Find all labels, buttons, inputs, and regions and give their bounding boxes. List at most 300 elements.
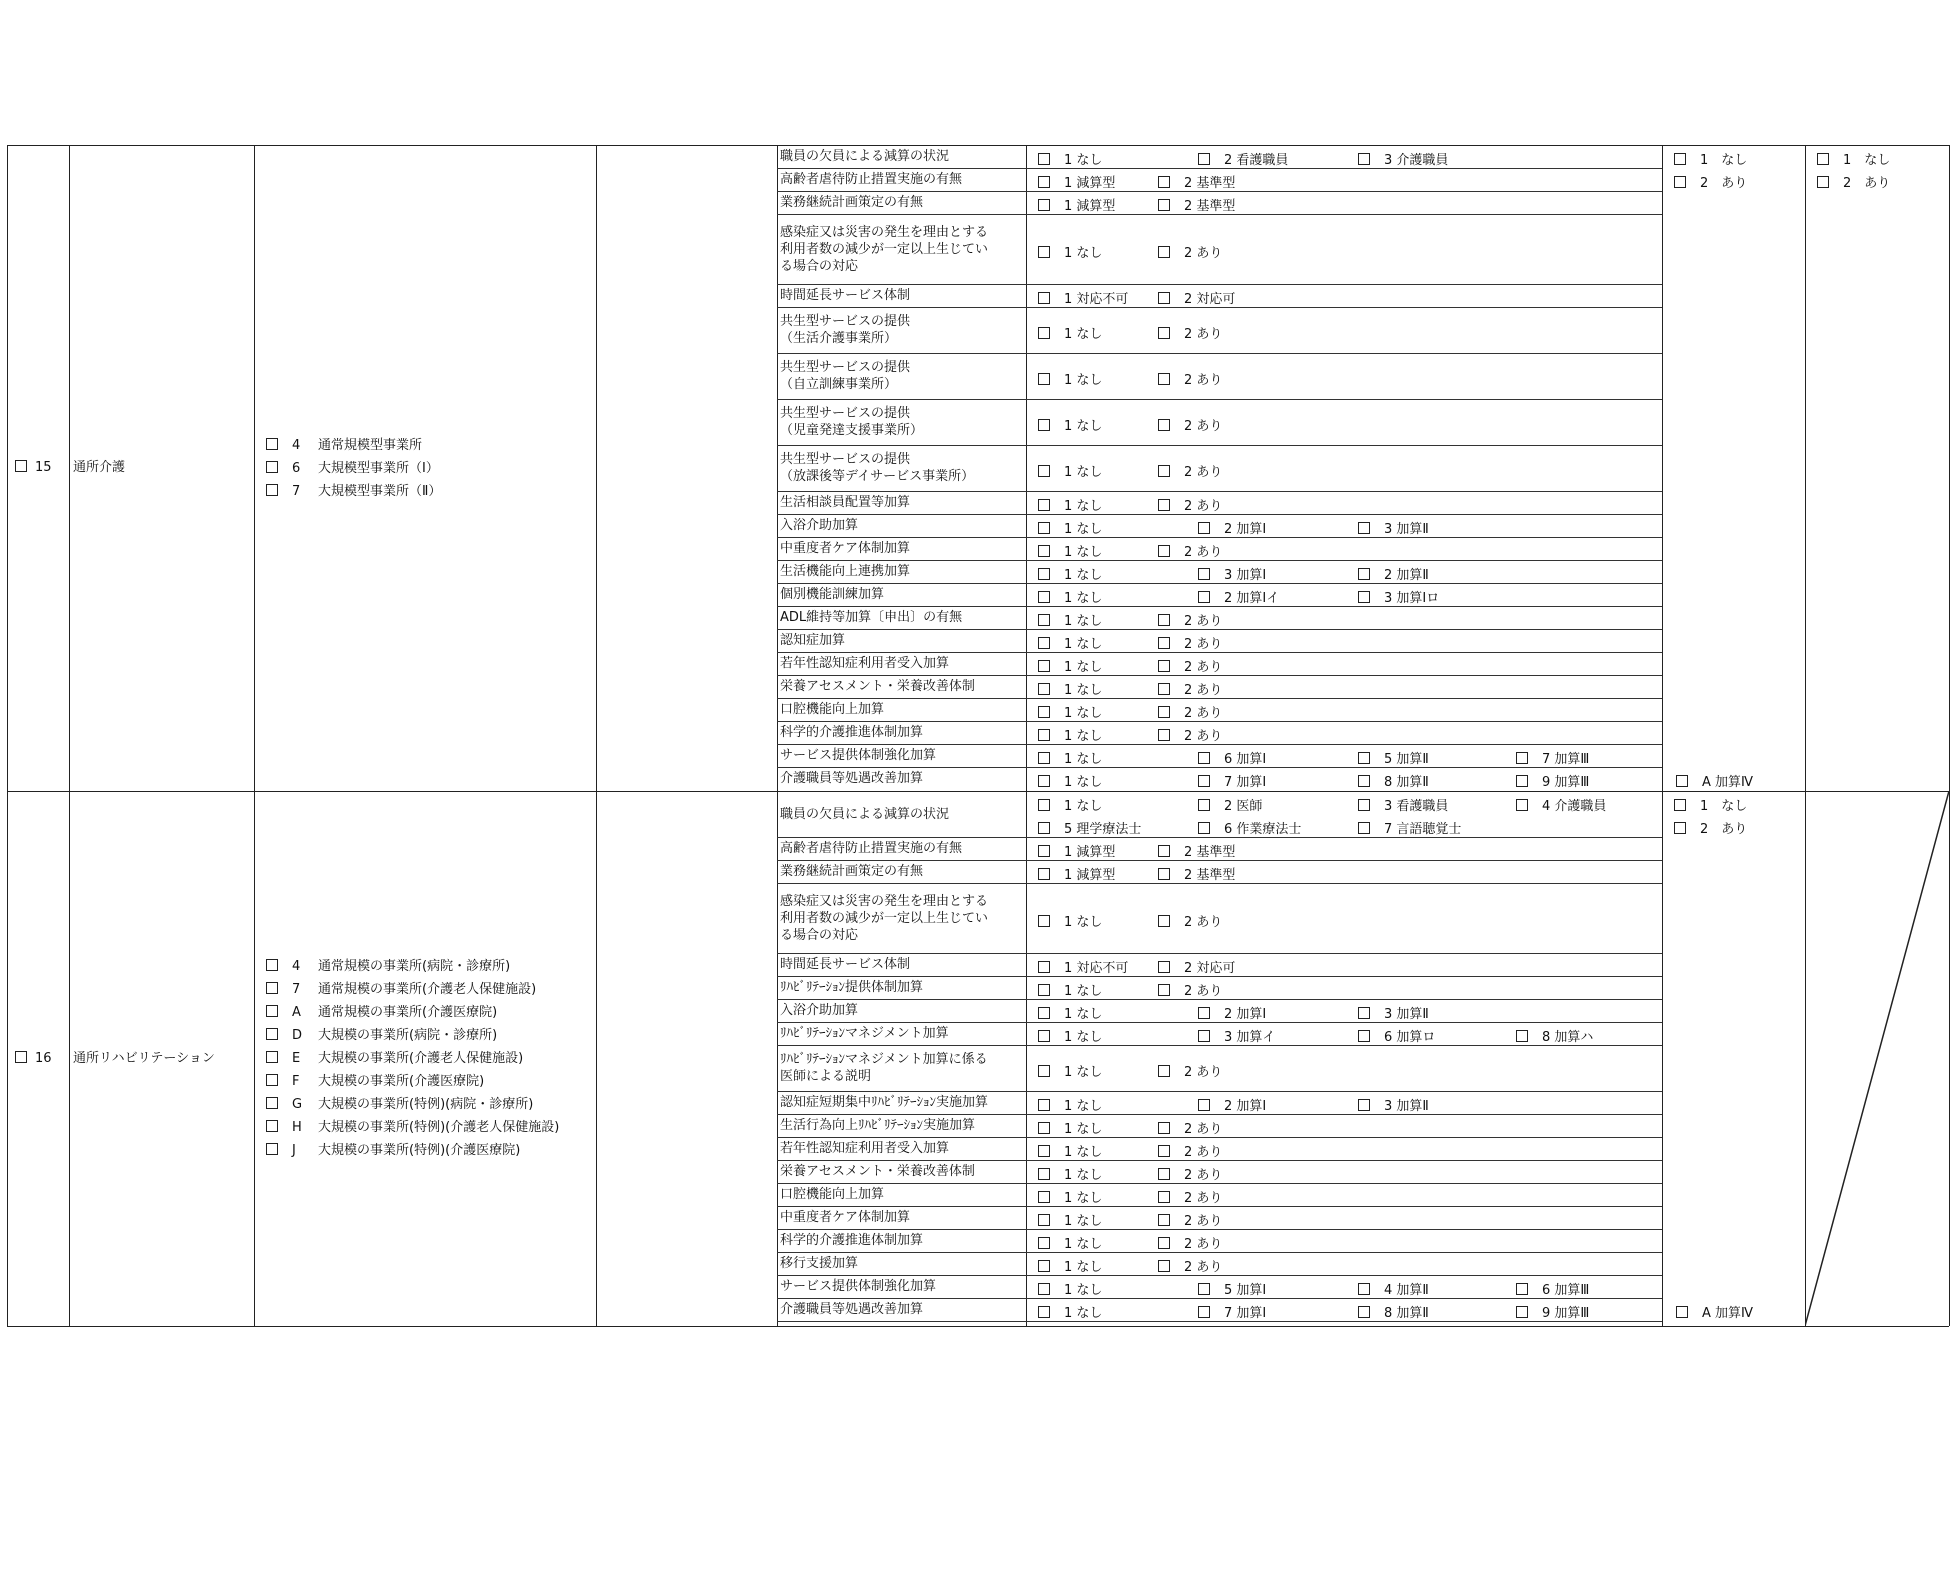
status-option[interactable]	[1674, 172, 1747, 191]
option[interactable]	[1038, 1233, 1102, 1252]
checkbox[interactable]	[1158, 706, 1170, 718]
option[interactable]	[1158, 911, 1222, 930]
service-name: 通所リハビリテーション	[73, 1050, 215, 1066]
option[interactable]	[1358, 587, 1439, 606]
option[interactable]	[1358, 771, 1429, 790]
option[interactable]	[1158, 1233, 1222, 1252]
row-divider	[777, 1298, 1662, 1299]
checkbox[interactable]	[1158, 545, 1170, 557]
checkbox[interactable]	[1158, 373, 1170, 385]
option-text: 7 加算Ⅲ	[1542, 752, 1590, 767]
row-divider	[777, 537, 1662, 538]
checkbox[interactable]	[1198, 522, 1210, 534]
option[interactable]	[1158, 415, 1222, 434]
checkbox[interactable]	[1198, 153, 1210, 165]
checkbox[interactable]	[1038, 822, 1050, 834]
option[interactable]	[1198, 149, 1288, 168]
option[interactable]	[1198, 795, 1262, 814]
option[interactable]	[1158, 679, 1222, 698]
option[interactable]	[1358, 1095, 1429, 1114]
status-option[interactable]	[1817, 172, 1890, 191]
checkbox[interactable]	[1038, 1122, 1050, 1134]
option[interactable]	[1038, 841, 1115, 860]
checkbox[interactable]	[1038, 775, 1050, 787]
row-label: 共生型サービスの提供 （児童発達支援事業所）	[780, 406, 924, 438]
option-text: 1 減算型	[1064, 176, 1116, 191]
option[interactable]	[1198, 1302, 1266, 1321]
facility-type-option[interactable]	[266, 1139, 520, 1158]
option[interactable]	[1358, 818, 1461, 837]
checkbox[interactable]	[1158, 176, 1170, 188]
facility-type-option[interactable]	[266, 434, 422, 453]
option[interactable]	[1038, 541, 1102, 560]
option[interactable]	[1516, 795, 1606, 814]
checkbox[interactable]	[1817, 153, 1829, 165]
option-text: 1 なし	[1064, 1145, 1103, 1160]
option[interactable]	[1038, 288, 1128, 307]
checkbox[interactable]	[1674, 153, 1686, 165]
option[interactable]	[1038, 725, 1102, 744]
checkbox[interactable]	[266, 1028, 278, 1040]
option-text: 3 加算Ⅰ	[1224, 568, 1267, 583]
option-text: 1 なし	[1064, 614, 1103, 629]
option[interactable]	[1358, 748, 1429, 767]
checkbox[interactable]	[1038, 660, 1050, 672]
checkbox[interactable]	[1198, 591, 1210, 603]
checkbox[interactable]	[1516, 752, 1528, 764]
checkbox[interactable]	[1038, 1283, 1050, 1295]
option[interactable]	[1158, 369, 1222, 388]
checkbox[interactable]	[1674, 822, 1686, 834]
option[interactable]	[1158, 172, 1235, 191]
checkbox[interactable]	[1158, 845, 1170, 857]
option[interactable]	[1158, 1164, 1222, 1183]
checkbox[interactable]	[1358, 1007, 1370, 1019]
section-16-select[interactable]	[15, 1051, 52, 1066]
option[interactable]	[1038, 1302, 1102, 1321]
checkbox[interactable]	[1198, 752, 1210, 764]
checkbox[interactable]	[1674, 799, 1686, 811]
option[interactable]	[1038, 518, 1102, 537]
checkbox[interactable]	[266, 1097, 278, 1109]
checkbox[interactable]	[1516, 1283, 1528, 1295]
option[interactable]	[1038, 242, 1102, 261]
checkbox[interactable]	[1038, 799, 1050, 811]
option[interactable]	[1198, 771, 1266, 790]
checkbox[interactable]	[1038, 637, 1050, 649]
option[interactable]	[1038, 1187, 1102, 1206]
option-text: A 加算Ⅳ	[1702, 775, 1754, 790]
option[interactable]	[1358, 1302, 1429, 1321]
option[interactable]	[1358, 1003, 1429, 1022]
checkbox[interactable]	[1038, 1306, 1050, 1318]
checkbox[interactable]	[1198, 1099, 1210, 1111]
checkbox[interactable]	[1038, 729, 1050, 741]
checkbox[interactable]	[266, 484, 278, 496]
checkbox[interactable]	[266, 1005, 278, 1017]
checkbox[interactable]	[1158, 1237, 1170, 1249]
option[interactable]	[1158, 195, 1235, 214]
checkbox[interactable]	[1158, 419, 1170, 431]
option[interactable]	[1038, 415, 1102, 434]
option[interactable]	[1038, 587, 1102, 606]
option[interactable]	[1038, 1003, 1102, 1022]
checkbox[interactable]	[1676, 775, 1688, 787]
row-label: 若年性認知症利用者受入加算	[780, 1141, 950, 1156]
option[interactable]	[1038, 656, 1102, 675]
option[interactable]	[1158, 633, 1222, 652]
checkbox[interactable]	[1358, 1030, 1370, 1042]
option[interactable]	[1516, 1026, 1593, 1045]
option[interactable]	[1038, 818, 1141, 837]
checkbox[interactable]	[1038, 1030, 1050, 1042]
checkbox[interactable]	[1038, 292, 1050, 304]
option[interactable]	[1158, 841, 1235, 860]
option[interactable]	[1038, 1095, 1102, 1114]
checkbox[interactable]	[1817, 176, 1829, 188]
option-text: 9 加算Ⅲ	[1542, 1306, 1590, 1321]
checkbox[interactable]	[1038, 1214, 1050, 1226]
status-option[interactable]	[1674, 795, 1747, 814]
checkbox[interactable]	[1038, 522, 1050, 534]
checkbox[interactable]	[1516, 1306, 1528, 1318]
checkbox[interactable]	[1358, 1099, 1370, 1111]
option[interactable]	[1158, 957, 1235, 976]
option-text: 2 あり	[1184, 1145, 1223, 1160]
facility-type-option[interactable]	[266, 457, 439, 476]
facility-type-option[interactable]	[266, 1116, 559, 1135]
option[interactable]	[1358, 149, 1448, 168]
option[interactable]	[1158, 1256, 1222, 1275]
checkbox[interactable]	[266, 982, 278, 994]
checkbox[interactable]	[266, 959, 278, 971]
checkbox[interactable]	[1038, 176, 1050, 188]
checkbox[interactable]	[1158, 729, 1170, 741]
row-label: 業務継続計画策定の有無	[780, 864, 924, 879]
option-text: 2 対応可	[1184, 961, 1236, 976]
checkbox[interactable]	[1038, 591, 1050, 603]
row-divider	[777, 191, 1662, 192]
option-text: 1 なし	[1064, 1007, 1103, 1022]
option[interactable]	[1038, 495, 1102, 514]
option[interactable]	[1358, 518, 1429, 537]
option[interactable]	[1198, 587, 1279, 606]
checkbox[interactable]	[1158, 1145, 1170, 1157]
option[interactable]	[1158, 323, 1222, 342]
checkbox[interactable]	[1038, 199, 1050, 211]
row-label: 生活行為向上ﾘﾊﾋﾞﾘﾃｰｼｮﾝ実施加算	[780, 1118, 976, 1133]
facility-type-option[interactable]	[266, 955, 510, 974]
checkbox[interactable]	[1038, 1237, 1050, 1249]
checkbox[interactable]	[1516, 799, 1528, 811]
option[interactable]	[1038, 702, 1102, 721]
row-label: 若年性認知症利用者受入加算	[780, 656, 950, 671]
checkbox[interactable]	[1158, 465, 1170, 477]
status-option[interactable]	[1817, 149, 1890, 168]
row-divider	[777, 1252, 1662, 1253]
checkbox[interactable]	[1198, 775, 1210, 787]
checkbox[interactable]	[1038, 1260, 1050, 1272]
checkbox[interactable]	[1038, 868, 1050, 880]
checkbox[interactable]	[1038, 845, 1050, 857]
option[interactable]	[1198, 1279, 1266, 1298]
checkbox[interactable]	[266, 461, 278, 473]
facility-type-option[interactable]	[266, 1093, 533, 1112]
checkbox[interactable]	[1358, 522, 1370, 534]
option[interactable]	[1158, 1061, 1222, 1080]
checkbox[interactable]	[1358, 153, 1370, 165]
row-divider	[777, 583, 1662, 584]
option-text: 4 介護職員	[1542, 799, 1607, 814]
option[interactable]	[1158, 1210, 1222, 1229]
option[interactable]	[1038, 633, 1102, 652]
option[interactable]	[1358, 795, 1448, 814]
checkbox[interactable]	[1358, 752, 1370, 764]
checkbox[interactable]	[1038, 706, 1050, 718]
option[interactable]	[1038, 172, 1115, 191]
option-text: 2 基準型	[1184, 199, 1236, 214]
checkbox[interactable]	[1038, 568, 1050, 580]
checkbox[interactable]	[1038, 499, 1050, 511]
option[interactable]	[1038, 679, 1102, 698]
facility-type-option[interactable]	[266, 978, 536, 997]
checkbox[interactable]	[1358, 775, 1370, 787]
option[interactable]	[1038, 1141, 1102, 1160]
option[interactable]	[1158, 725, 1222, 744]
checkbox[interactable]	[1038, 373, 1050, 385]
option[interactable]	[1158, 702, 1222, 721]
checkbox[interactable]	[15, 1051, 27, 1063]
facility-type-option[interactable]	[266, 1070, 484, 1089]
checkbox[interactable]	[1158, 499, 1170, 511]
option[interactable]	[1198, 818, 1301, 837]
checkbox[interactable]	[1358, 1306, 1370, 1318]
option-text: 2 あり	[1184, 614, 1223, 629]
row-divider	[777, 1229, 1662, 1230]
option[interactable]	[1038, 771, 1102, 790]
checkbox[interactable]	[1038, 1099, 1050, 1111]
option-text: 1 なし	[1064, 1260, 1103, 1275]
option[interactable]	[1038, 1279, 1102, 1298]
checkbox[interactable]	[1158, 660, 1170, 672]
option-code: 4	[292, 437, 301, 453]
option[interactable]	[1038, 1164, 1102, 1183]
checkbox[interactable]	[1038, 419, 1050, 431]
checkbox[interactable]	[1358, 591, 1370, 603]
checkbox[interactable]	[266, 438, 278, 450]
option[interactable]	[1038, 1026, 1102, 1045]
option[interactable]	[1516, 771, 1589, 790]
checkbox[interactable]	[1038, 327, 1050, 339]
column-border	[777, 145, 778, 1326]
option[interactable]	[1038, 461, 1102, 480]
checkbox[interactable]	[1676, 1306, 1688, 1318]
option[interactable]	[1158, 1118, 1222, 1137]
checkbox[interactable]	[1038, 1191, 1050, 1203]
checkbox[interactable]	[1198, 568, 1210, 580]
option[interactable]	[1358, 1026, 1435, 1045]
option-text: 3 加算Ⅱ	[1384, 1007, 1429, 1022]
option[interactable]	[1038, 149, 1102, 168]
checkbox[interactable]	[1158, 1191, 1170, 1203]
checkbox[interactable]	[1198, 822, 1210, 834]
option[interactable]	[1358, 1279, 1429, 1298]
checkbox[interactable]	[1158, 683, 1170, 695]
facility-type-option[interactable]	[266, 480, 441, 499]
option[interactable]	[1158, 864, 1235, 883]
checkbox[interactable]	[1358, 1283, 1370, 1295]
column-border	[1949, 145, 1950, 1326]
checkbox[interactable]	[1158, 327, 1170, 339]
option[interactable]	[1038, 795, 1102, 814]
option-code: 7	[292, 982, 301, 997]
option[interactable]	[1516, 1279, 1589, 1298]
option-label: 通常規模の事業所(病院・診療所)	[318, 959, 511, 974]
option[interactable]	[1038, 564, 1102, 583]
checkbox[interactable]	[266, 1051, 278, 1063]
checkbox[interactable]	[1158, 1122, 1170, 1134]
checkbox[interactable]	[1158, 637, 1170, 649]
option[interactable]	[1676, 1302, 1753, 1321]
checkbox[interactable]	[1158, 199, 1170, 211]
checkbox[interactable]	[1198, 1030, 1210, 1042]
checkbox[interactable]	[266, 1074, 278, 1086]
checkbox[interactable]	[15, 460, 27, 472]
column-border	[254, 145, 255, 1326]
option[interactable]	[1038, 1256, 1102, 1275]
checkbox[interactable]	[1198, 799, 1210, 811]
facility-type-option[interactable]	[266, 1024, 497, 1043]
checkbox[interactable]	[1158, 1260, 1170, 1272]
checkbox[interactable]	[1038, 915, 1050, 927]
checkbox[interactable]	[1038, 961, 1050, 973]
checkbox[interactable]	[1038, 614, 1050, 626]
option-text: 8 加算Ⅱ	[1384, 1306, 1429, 1321]
checkbox[interactable]	[1198, 1283, 1210, 1295]
checkbox[interactable]	[1038, 1007, 1050, 1019]
option[interactable]	[1038, 1061, 1102, 1080]
checkbox[interactable]	[1158, 1168, 1170, 1180]
option[interactable]	[1158, 242, 1222, 261]
option[interactable]	[1198, 1026, 1275, 1045]
checkbox[interactable]	[1038, 1168, 1050, 1180]
checkbox[interactable]	[1038, 752, 1050, 764]
option[interactable]	[1198, 1095, 1266, 1114]
option[interactable]	[1676, 771, 1753, 790]
checkbox[interactable]	[1038, 545, 1050, 557]
option[interactable]	[1158, 461, 1222, 480]
checkbox[interactable]	[1516, 1030, 1528, 1042]
checkbox[interactable]	[1038, 984, 1050, 996]
checkbox[interactable]	[1158, 1065, 1170, 1077]
option[interactable]	[1158, 610, 1222, 629]
option[interactable]	[1358, 564, 1429, 583]
checkbox[interactable]	[1158, 984, 1170, 996]
option[interactable]	[1158, 656, 1222, 675]
option[interactable]	[1158, 495, 1222, 514]
option[interactable]	[1038, 980, 1102, 999]
status-option[interactable]	[1674, 149, 1747, 168]
option[interactable]	[1038, 369, 1102, 388]
option[interactable]	[1198, 748, 1266, 767]
option[interactable]	[1038, 864, 1115, 883]
option[interactable]	[1038, 610, 1102, 629]
checkbox[interactable]	[1358, 799, 1370, 811]
checkbox[interactable]	[1038, 1065, 1050, 1077]
checkbox[interactable]	[1358, 822, 1370, 834]
checkbox[interactable]	[1038, 683, 1050, 695]
option-text: 2 加算Ⅰ	[1224, 1007, 1267, 1022]
option[interactable]	[1158, 1187, 1222, 1206]
section-15-select[interactable]	[15, 460, 52, 475]
option-text: 2 あり	[1184, 729, 1223, 744]
option[interactable]	[1038, 323, 1102, 342]
option[interactable]	[1198, 564, 1266, 583]
option[interactable]	[1198, 518, 1266, 537]
option-text: 1 なし	[1064, 799, 1103, 814]
checkbox[interactable]	[1158, 961, 1170, 973]
checkbox[interactable]	[1198, 1306, 1210, 1318]
option-text: 3 加算Ⅱ	[1384, 522, 1429, 537]
option[interactable]	[1038, 911, 1102, 930]
row-divider	[777, 606, 1662, 607]
option[interactable]	[1038, 957, 1128, 976]
checkbox[interactable]	[1038, 246, 1050, 258]
option-text: 1 対応不可	[1064, 961, 1129, 976]
checkbox[interactable]	[1674, 176, 1686, 188]
option[interactable]	[1158, 288, 1235, 307]
option[interactable]	[1038, 195, 1115, 214]
checkbox[interactable]	[266, 1120, 278, 1132]
option[interactable]	[1038, 1210, 1102, 1229]
option-label: 大規模型事業所（Ⅱ）	[318, 483, 442, 499]
checkbox[interactable]	[1038, 153, 1050, 165]
row-label: 共生型サービスの提供 （生活介護事業所）	[780, 314, 911, 346]
option[interactable]	[1198, 1003, 1266, 1022]
checkbox[interactable]	[1198, 1007, 1210, 1019]
option[interactable]	[1158, 980, 1222, 999]
facility-type-option[interactable]	[266, 1047, 523, 1066]
checkbox[interactable]	[1158, 292, 1170, 304]
option[interactable]	[1158, 1141, 1222, 1160]
row-label: ﾘﾊﾋﾞﾘﾃｰｼｮﾝマネジメント加算	[780, 1026, 949, 1041]
option[interactable]	[1038, 1118, 1102, 1137]
option-text: 2 あり	[1184, 637, 1223, 652]
option[interactable]	[1516, 748, 1589, 767]
row-divider	[777, 214, 1662, 215]
option[interactable]	[1516, 1302, 1589, 1321]
checkbox[interactable]	[1158, 915, 1170, 927]
status-option-text: 1 なし	[1700, 153, 1748, 168]
option[interactable]	[1158, 541, 1222, 560]
row-label: 入浴介助加算	[780, 1003, 859, 1018]
checkbox[interactable]	[1358, 568, 1370, 580]
option[interactable]	[1038, 748, 1102, 767]
row-divider	[777, 445, 1662, 446]
option-text: 2 あり	[1184, 464, 1223, 480]
checkbox[interactable]	[1038, 465, 1050, 477]
status-option[interactable]	[1674, 818, 1747, 837]
checkbox[interactable]	[1038, 1145, 1050, 1157]
facility-type-option[interactable]	[266, 1001, 497, 1020]
checkbox[interactable]	[1516, 775, 1528, 787]
checkbox[interactable]	[1158, 614, 1170, 626]
checkbox[interactable]	[1158, 1214, 1170, 1226]
checkbox[interactable]	[266, 1143, 278, 1155]
checkbox[interactable]	[1158, 868, 1170, 880]
option-code: H	[292, 1120, 302, 1135]
checkbox[interactable]	[1158, 246, 1170, 258]
